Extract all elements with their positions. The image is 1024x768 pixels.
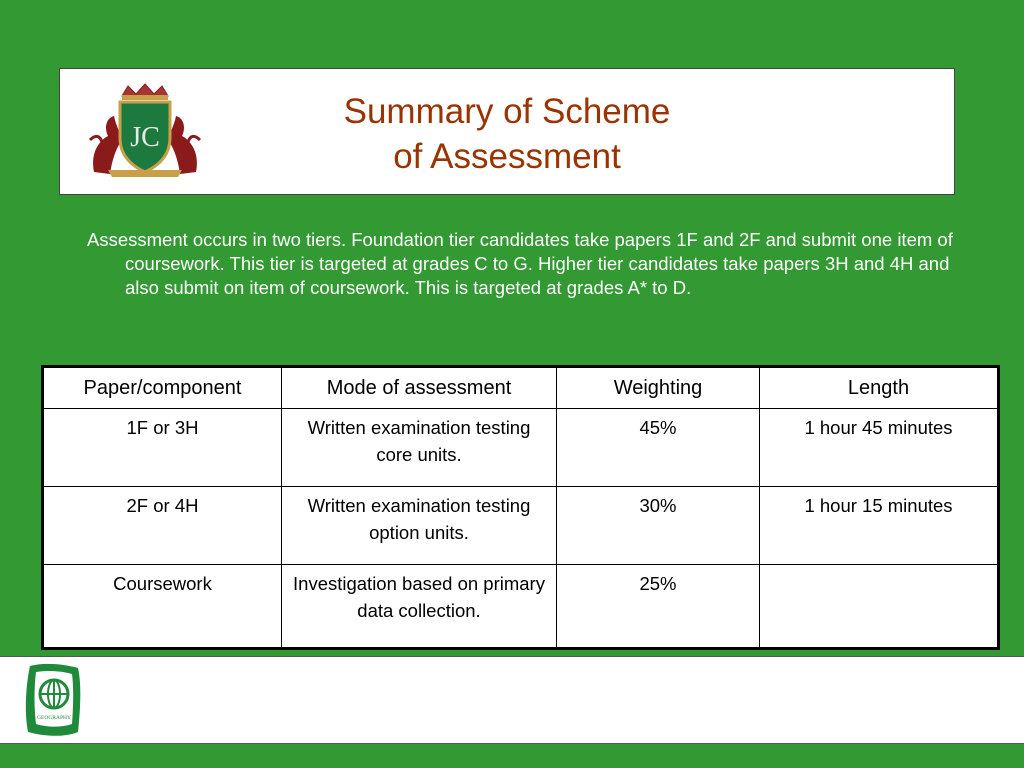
title-line-1: Summary of Scheme xyxy=(343,92,671,131)
table-header-row xyxy=(43,367,999,409)
title-line-2: of Assessment xyxy=(393,137,621,176)
table-row xyxy=(43,487,999,565)
crest-monogram: JC xyxy=(130,122,160,153)
logo-text: GEOGRAPHY xyxy=(37,715,71,721)
cell-mode: Written examination testing option units. xyxy=(282,487,557,565)
assessment-table xyxy=(41,365,1000,650)
cell-paper: Coursework xyxy=(43,565,282,649)
intro-paragraph: Assessment occurs in two tiers. Foundation tier candidates take papers 1F and 2F and submit one item of coursework. This tier is targeted at grades C to G. Higher tier candidates take papers 3H and 4H and also submit on item of coursework. This is targeted at grades A* to D. xyxy=(87,229,953,298)
geography-globe-icon xyxy=(24,662,82,738)
header-length: Length xyxy=(760,367,999,409)
cell-paper: 2F or 4H xyxy=(43,487,282,565)
cell-weighting: 45% xyxy=(557,409,760,487)
cell-paper: 1F or 3H xyxy=(43,409,282,487)
cell-length xyxy=(760,565,999,649)
header-mode-of-assessment: Mode of assessment xyxy=(282,367,557,409)
cell-mode: Investigation based on primary data collection. xyxy=(282,565,557,649)
table-row xyxy=(43,565,999,649)
cell-weighting: 30% xyxy=(557,487,760,565)
cell-length: 1 hour 45 minutes xyxy=(760,409,999,487)
header-paper-component: Paper/component xyxy=(43,367,282,409)
jc-crest-icon xyxy=(86,82,204,180)
cell-length: 1 hour 15 minutes xyxy=(760,487,999,565)
header-weighting: Weighting xyxy=(557,367,760,409)
cell-mode: Written examination testing core units. xyxy=(282,409,557,487)
footer-bar xyxy=(0,656,1024,744)
cell-weighting: 25% xyxy=(557,565,760,649)
table-row xyxy=(43,409,999,487)
